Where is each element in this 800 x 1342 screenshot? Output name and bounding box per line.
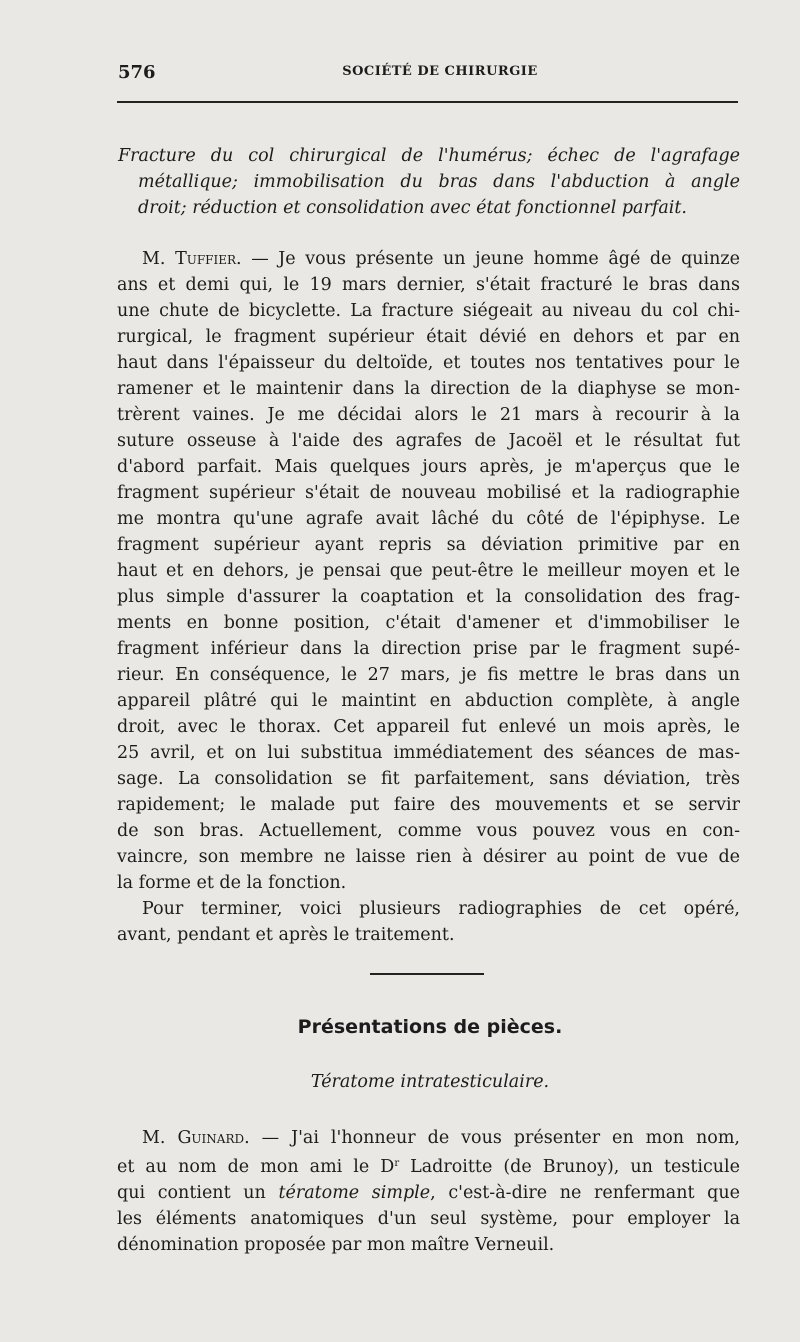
speaker-name: M. Tuffier.	[142, 249, 242, 269]
body-line: me montra qu'une agrafe avait lâché du côté de l'épiphyse. Le	[117, 509, 740, 529]
title-line: métallique; immobilisation du bras dans l'abduction à angle	[138, 172, 740, 192]
body-line: rieur. En conséquence, le 27 mars, je fis mettre le bras dans un	[117, 665, 740, 685]
title-line: Fracture du col chirurgical de l'humérus; échec de l'agrafage	[118, 146, 740, 166]
body-line: et au nom de mon ami le $D^r$ Ladroitte (de Brunoy), un testicule	[117, 1157, 740, 1177]
body-line: plus simple d'assurer la coaptation et la consolidation des frag-	[117, 587, 740, 607]
section-heading: Présentations de pièces.	[297, 1016, 563, 1038]
body-line: avant, pendant et après le traitement.	[117, 925, 455, 945]
body-line: dénomination proposée par mon maître Verneuil.	[117, 1235, 555, 1255]
case-title	[118, 143, 740, 221]
page-number: 576	[118, 62, 156, 83]
body-line: haut et en dehors, je pensai que peut-être le meilleur moyen et le	[117, 561, 740, 581]
body-line: ments en bonne position, c'était d'amener et d'immobiliser le	[117, 613, 740, 633]
body-line: haut dans l'épaisseur du deltoïde, et toutes nos tentatives pour le	[117, 353, 740, 373]
body-line: vaincre, son membre ne laisse rien à désirer au point de vue de	[117, 847, 740, 867]
body-line: la forme et de la fonction.	[117, 873, 347, 893]
body-line: droit, avec le thorax. Cet appareil fut enlevé un mois après, le	[117, 717, 740, 737]
speaker-name: M. Guinard.	[142, 1128, 250, 1148]
body-line: rurgical, le fragment supérieur était dévié en dehors et par en	[117, 327, 740, 347]
body-line: 25 avril, et on lui substitua immédiatement des séances de mas-	[117, 743, 740, 763]
section-divider	[370, 973, 484, 975]
case2-body	[117, 1125, 740, 1258]
body-line: appareil plâtré qui le maintint en abduction complète, à angle	[117, 691, 740, 711]
body-line: une chute de bicyclette. La fracture siégeait au niveau du col chi-	[117, 301, 740, 321]
body-line: suture osseuse à l'aide des agrafes de Jacoël et le résultat fut	[117, 431, 740, 451]
paragraph-first-line: M. Tuffier. — Je vous présente un jeune homme âgé de quinze	[142, 249, 740, 269]
body-line: fragment supérieur ayant repris sa déviation primitive par en	[117, 535, 740, 555]
title-line: droit; réduction et consolidation avec état fonctionnel parfait.	[138, 198, 687, 218]
body-line: Pour terminer, voici plusieurs radiographies de cet opéré,	[142, 899, 740, 919]
paragraph-first-line: M. Guinard. — J'ai l'honneur de vous présenter en mon nom,	[142, 1128, 740, 1148]
body-line: fragment inférieur dans la direction prise par le fragment supé-	[117, 639, 740, 659]
section-subheading: Tératome intratesticulaire.	[310, 1072, 550, 1092]
body-line: ans et demi qui, le 19 mars dernier, s'était fracturé le bras dans	[117, 275, 740, 295]
body-line: sage. La consolidation se fit parfaitement, sans déviation, très	[117, 769, 740, 789]
body-line: trèrent vaines. Je me décidai alors le 21 mars à recourir à la	[117, 405, 740, 425]
running-head: SOCIÉTÉ DE CHIRURGIE	[342, 64, 538, 79]
body-line: fragment supérieur s'était de nouveau mobilisé et la radiographie	[117, 483, 740, 503]
body-line: de son bras. Actuellement, comme vous pouvez vous en con-	[117, 821, 740, 841]
body-line: les éléments anatomiques d'un seul système, pour employer la	[117, 1209, 740, 1229]
body-line: ramener et le maintenir dans la direction de la diaphyse se mon-	[117, 379, 740, 399]
body-line: rapidement; le malade put faire des mouvements et se servir	[117, 795, 740, 815]
body-line: qui contient un tératome simple, c'est-à-dire ne renfermant que	[117, 1183, 740, 1203]
header-rule	[117, 101, 738, 103]
case-body	[117, 246, 740, 948]
body-line: d'abord parfait. Mais quelques jours après, je m'aperçus que le	[117, 457, 740, 477]
